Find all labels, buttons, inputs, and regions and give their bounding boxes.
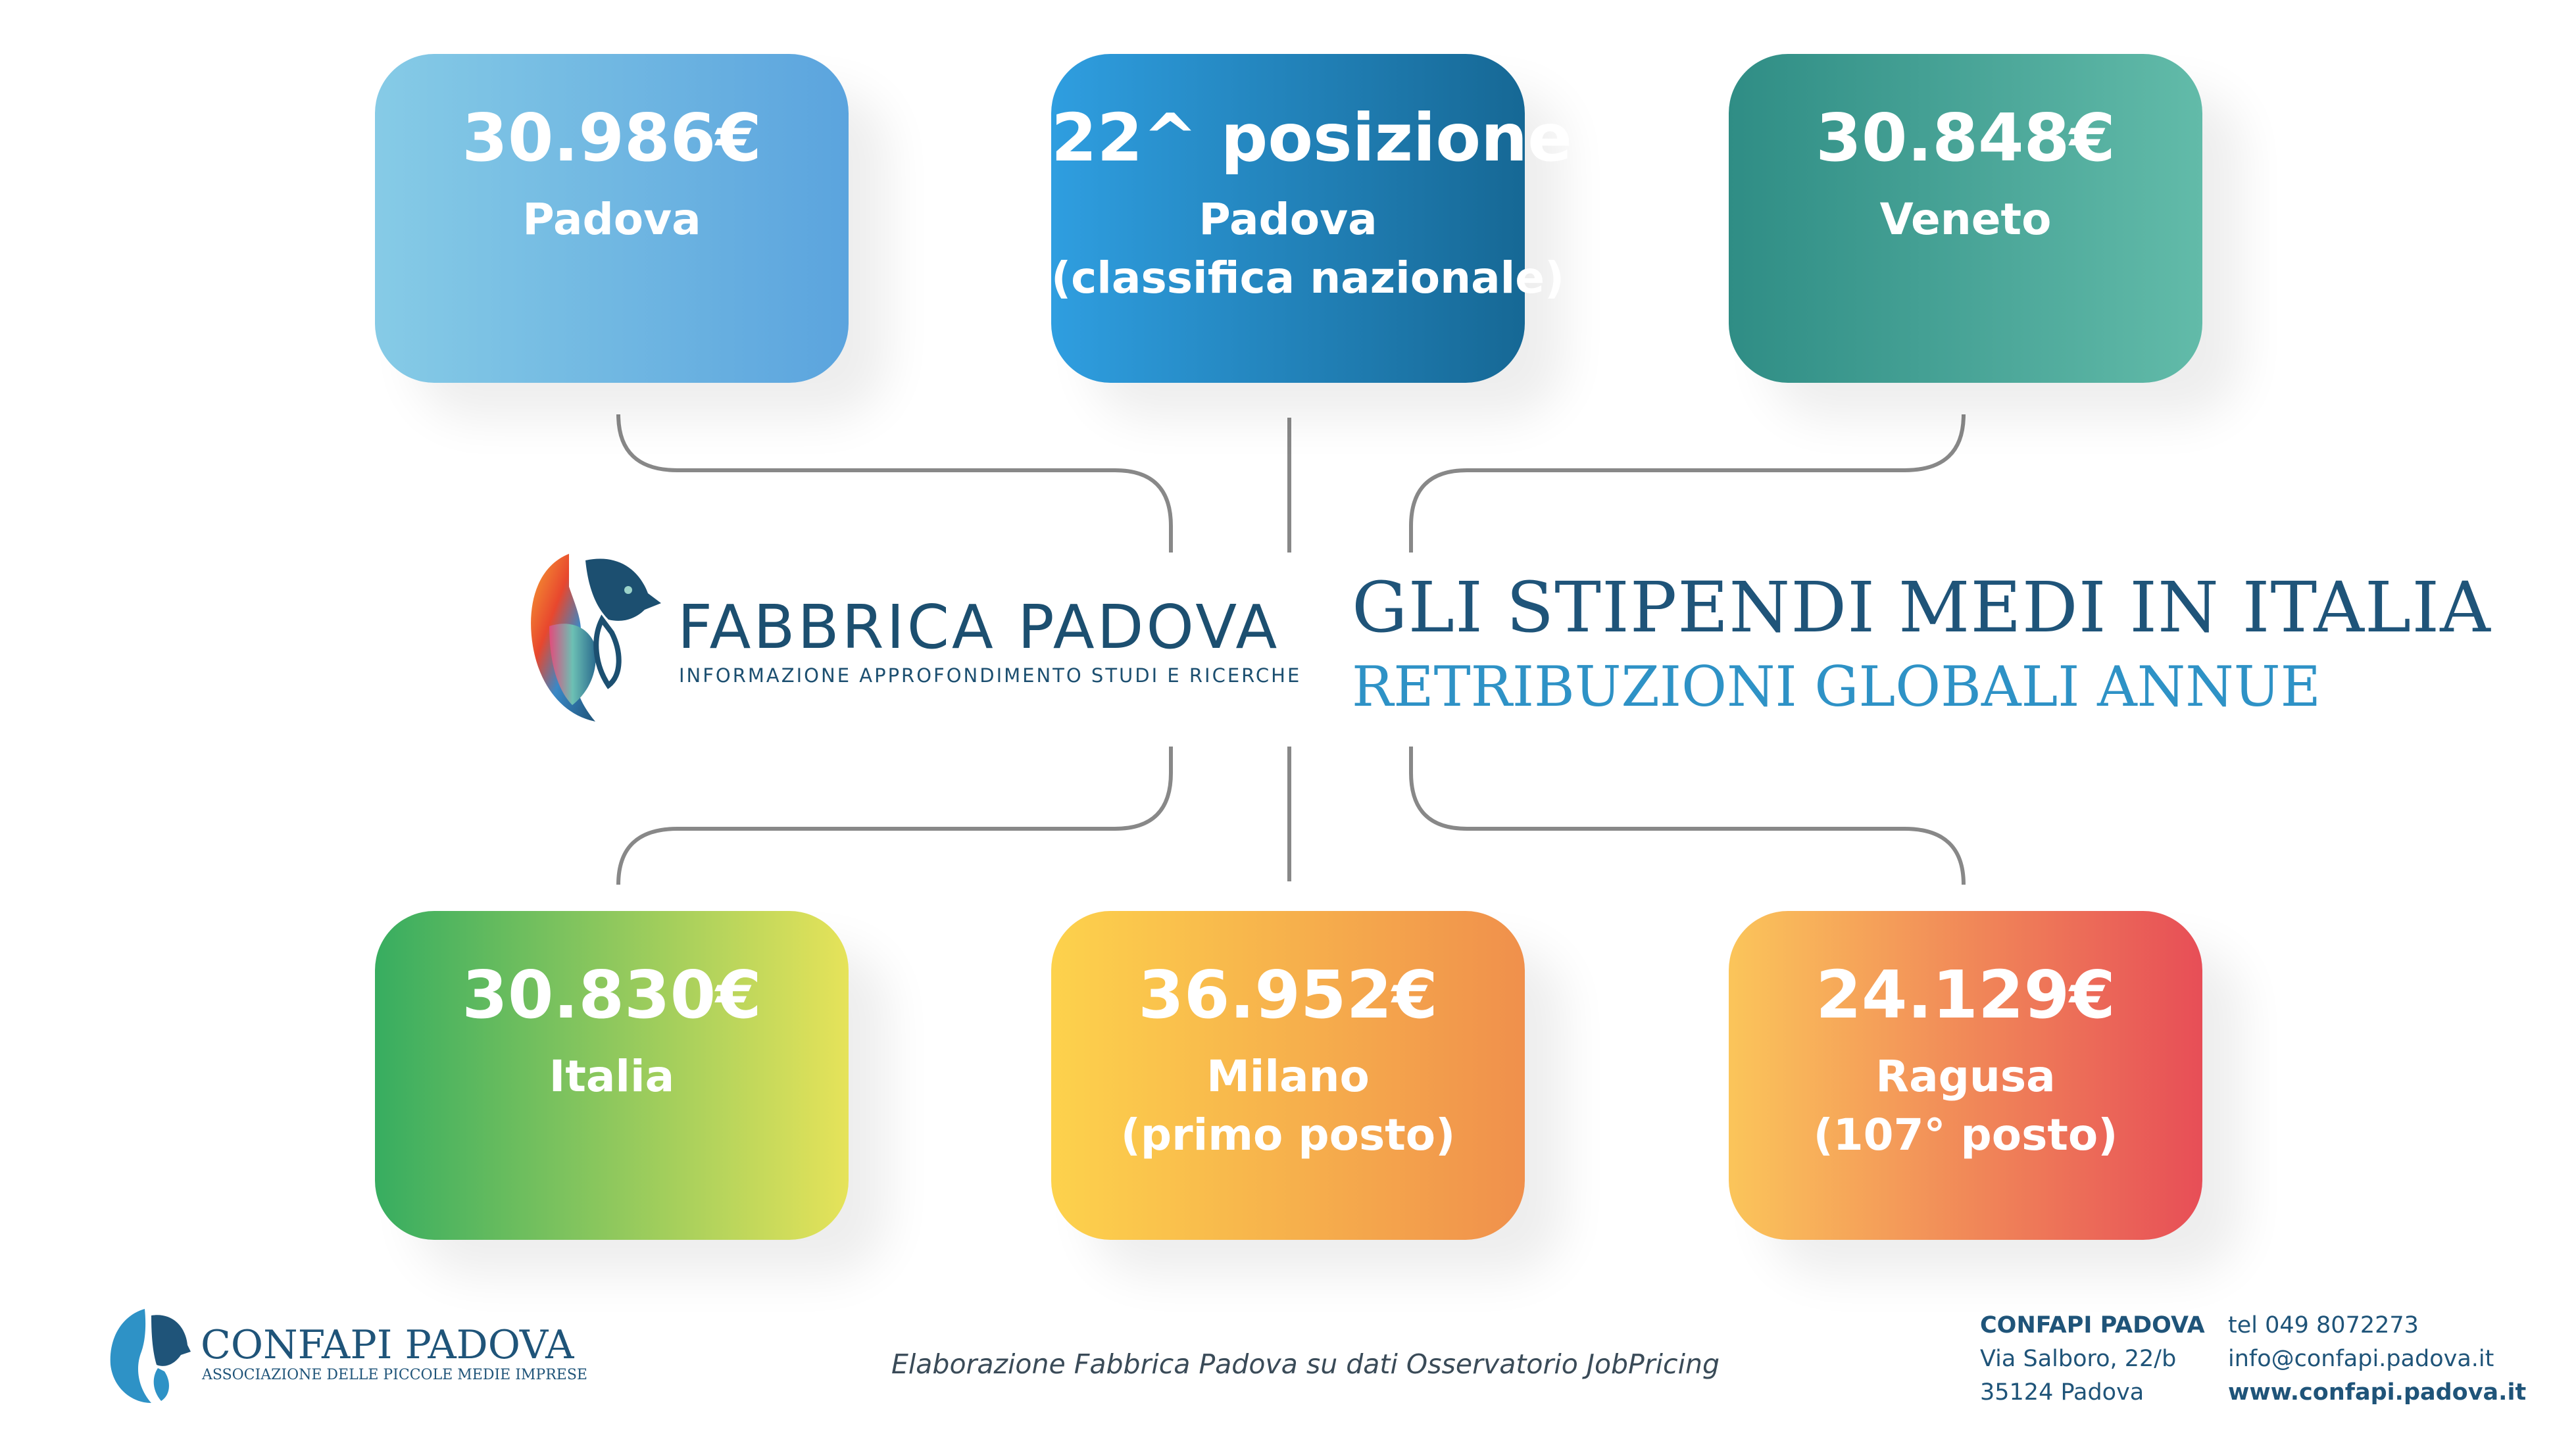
fabbrica-padova-tagline: INFORMAZIONE APPROFONDIMENTO STUDI E RICERCHE xyxy=(679,664,1302,687)
address-city: 35124 Padova xyxy=(1980,1379,2144,1406)
source-note: Elaborazione Fabbrica Padova su dati Osservatorio JobPricing xyxy=(891,1348,1720,1380)
confapi-name: CONFAPI PADOVA xyxy=(201,1322,574,1368)
stat-sublabel: (107° posto) xyxy=(1813,1110,2118,1161)
stat-value: 24.129€ xyxy=(1816,956,2116,1033)
fabbrica-padova-name: FABBRICA PADOVA xyxy=(678,592,1280,662)
stat-label: Padova xyxy=(522,194,701,245)
stat-card-padova-rank xyxy=(1051,54,1573,383)
stat-sublabel: (primo posto) xyxy=(1120,1110,1456,1161)
page-title: GLI STIPENDI MEDI IN ITALIA xyxy=(1352,567,2491,648)
confapi-tagline: ASSOCIAZIONE DELLE PICCOLE MEDIE IMPRESE xyxy=(202,1367,587,1383)
stat-sublabel: (classifica nazionale) xyxy=(1051,253,1565,304)
address-name: CONFAPI PADOVA xyxy=(1980,1312,2205,1338)
page-subtitle: RETRIBUZIONI GLOBALI ANNUE xyxy=(1352,654,2321,719)
stat-value: 30.986€ xyxy=(462,99,762,176)
stat-card-padova-salary xyxy=(375,54,849,383)
stat-value: 36.952€ xyxy=(1138,956,1438,1033)
address-block xyxy=(1980,1309,2205,1409)
stat-value: 22^ posizione xyxy=(1051,99,1573,176)
address-street: Via Salboro, 22/b xyxy=(1980,1345,2177,1372)
stat-value: 30.830€ xyxy=(462,956,762,1033)
contact-phone: tel 049 8072273 xyxy=(2228,1312,2419,1338)
contact-block xyxy=(2228,1309,2526,1409)
stat-label: Padova xyxy=(1199,194,1377,245)
stat-label: Italia xyxy=(549,1051,675,1102)
stat-card-veneto-salary xyxy=(1729,54,2202,383)
contact-website[interactable]: www.confapi.padova.it xyxy=(2228,1379,2527,1406)
lion-icon xyxy=(105,1306,191,1404)
contact-email[interactable]: info@confapi.padova.it xyxy=(2228,1345,2494,1372)
stat-label: Milano xyxy=(1206,1051,1370,1102)
stat-label: Veneto xyxy=(1879,194,2052,245)
stat-card-ragusa-salary xyxy=(1729,911,2202,1240)
stat-label: Ragusa xyxy=(1875,1051,2056,1102)
stat-card-milano-salary xyxy=(1051,911,1525,1240)
lion-head-icon xyxy=(523,547,661,725)
stat-value: 30.848€ xyxy=(1816,99,2116,176)
stat-card-italia-salary xyxy=(375,911,849,1240)
